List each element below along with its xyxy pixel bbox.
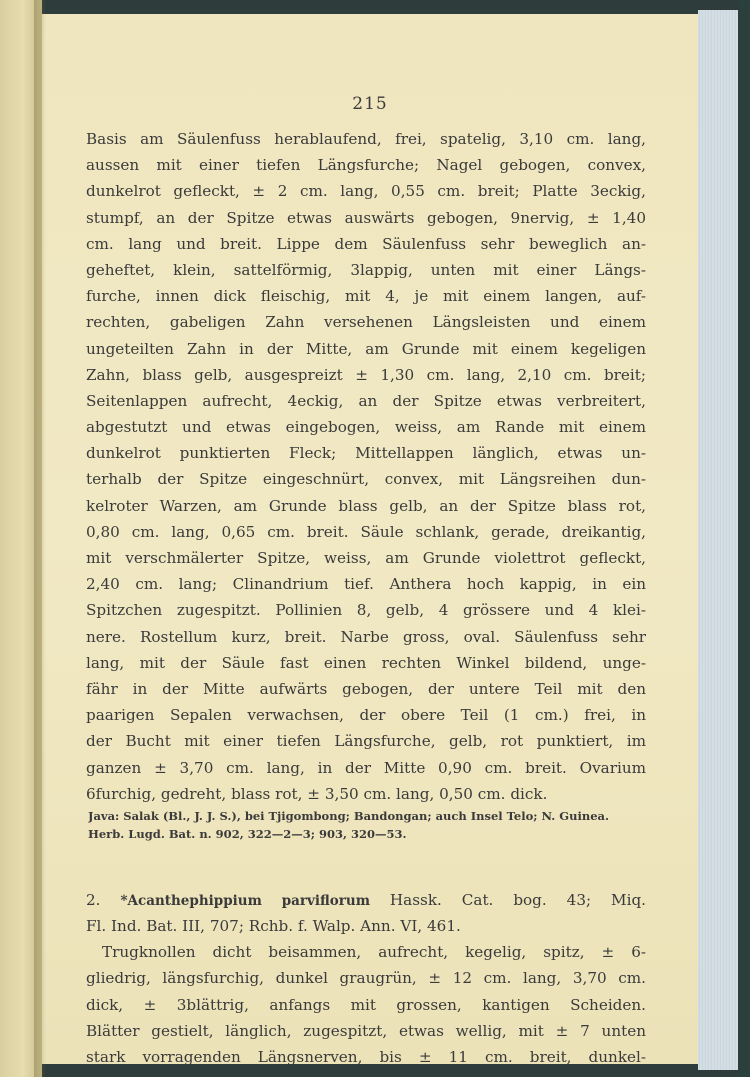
text-line: mit verschmälerter Spitze, weiss, am Grunde violettrot gefleckt,	[86, 549, 646, 567]
book-page	[42, 14, 698, 1064]
species-name: *Acanthephippium parviflorum	[120, 892, 370, 909]
text-line: Java: Salak (Bl., J. J. S.), bei Tjigombong; Bandongan; auch Insel Telo; N. Guinea.	[88, 808, 609, 823]
text-line: cm. lang und breit. Lippe dem Säulenfuss sehr beweglich an-	[86, 234, 646, 253]
species-reference: Fl. Ind. Bat. III, 707; Rchb. f. Walp. Ann. VI, 461.	[86, 917, 461, 936]
text-line: dick, ± 3blättrig, anfangs mit grossen, kantigen Scheiden.	[86, 995, 646, 1014]
text-line: Herb. Lugd. Bat. n. 902, 322—2—3; 903, 320—53.	[88, 826, 407, 841]
locality-citation	[88, 807, 646, 843]
text-line: aussen mit einer tiefen Längsfurche; Nagel gebogen, convex,	[86, 156, 646, 175]
text-line: geheftet, klein, sattelförmig, 3lappig, unten mit einer Längs-	[86, 260, 646, 279]
text-line: Trugknollen dicht beisammen, aufrecht, kegelig, spitz, ± 6-	[102, 943, 646, 962]
text-line: 2,40 cm. lang; Clinandrium tief. Anthera hoch kappig, in ein	[86, 575, 646, 594]
species-heading	[86, 887, 646, 913]
text-line: Basis am Säulenfuss herablaufend, frei, spatelig, 3,10 cm. lang,	[86, 130, 646, 148]
text-line: Blätter gestielt, länglich, zugespitzt, etwas wellig, mit ± 7 unten	[86, 1021, 646, 1040]
text-line: gliedrig, längsfurchig, dunkel graugrün, ± 12 cm. lang, 3,70 cm.	[86, 969, 646, 988]
gutter-shadow	[34, 0, 46, 1077]
text-line: nere. Rostellum kurz, breit. Narbe gross, oval. Säulenfuss sehr	[86, 627, 646, 646]
text-line: stumpf, an der Spitze etwas auswärts gebogen, 9nervig, ± 1,40	[86, 208, 646, 227]
species-number: 2.	[86, 890, 101, 909]
text-line: lang, mit der Säule fast einen rechten Winkel bildend, unge-	[86, 653, 646, 672]
text-line: abgestutzt und etwas eingebogen, weiss, am Rande mit einem	[86, 418, 646, 437]
text-line: dunkelrot punktierten Fleck; Mittellappen länglich, etwas un-	[86, 444, 646, 463]
page-number: 215	[352, 94, 388, 114]
text-line: Spitzchen zugespitzt. Pollinien 8, gelb, 4 grössere und 4 klei-	[86, 601, 646, 620]
body-paragraph	[86, 126, 646, 807]
text-line: 0,80 cm. lang, 0,65 cm. breit. Säule schlank, gerade, dreikantig,	[86, 522, 646, 541]
text-line: fähr in der Mitte aufwärts gebogen, der untere Teil mit den	[86, 679, 646, 698]
text-line: furche, innen dick fleischig, mit 4, je mit einem langen, auf-	[86, 287, 646, 306]
text-line: Zahn, blass gelb, ausgespreizt ± 1,30 cm. lang, 2,10 cm. breit;	[86, 365, 646, 384]
page-stack-edge	[698, 10, 738, 1070]
description-paragraph	[86, 939, 646, 1070]
species-authority: Hassk. Cat. bog. 43; Miq.	[370, 890, 646, 909]
text-line: Seitenlappen aufrecht, 4eckig, an der Spitze etwas verbreitert,	[86, 391, 646, 410]
text-line: rechten, gabeligen Zahn versehenen Längsleisten und einem	[86, 313, 646, 332]
text-line: dunkelrot gefleckt, ± 2 cm. lang, 0,55 cm. breit; Platte 3eckig,	[86, 182, 646, 201]
text-line: ungeteilten Zahn in der Mitte, am Grunde mit einem kegeligen	[86, 339, 646, 358]
book-cover-binding	[738, 0, 750, 1077]
text-line: terhalb der Spitze eingeschnürt, convex, mit Längsreihen dun-	[86, 470, 646, 489]
text-block	[86, 126, 646, 1070]
text-line: der Bucht mit einer tiefen Längsfurche, gelb, rot punktiert, im	[86, 732, 646, 751]
text-line: kelroter Warzen, am Grunde blass gelb, an der Spitze blass rot,	[86, 496, 646, 515]
text-line: stark vorragenden Längsnerven, bis ± 11 cm. breit, dunkel-	[86, 1048, 646, 1066]
text-line: ganzen ± 3,70 cm. lang, in der Mitte 0,90 cm. breit. Ovarium	[86, 758, 646, 777]
text-line: paarigen Sepalen verwachsen, der obere Teil (1 cm.) frei, in	[86, 706, 646, 725]
text-line: 6furchig, gedreht, blass rot, ± 3,50 cm. lang, 0,50 cm. dick.	[86, 784, 548, 803]
